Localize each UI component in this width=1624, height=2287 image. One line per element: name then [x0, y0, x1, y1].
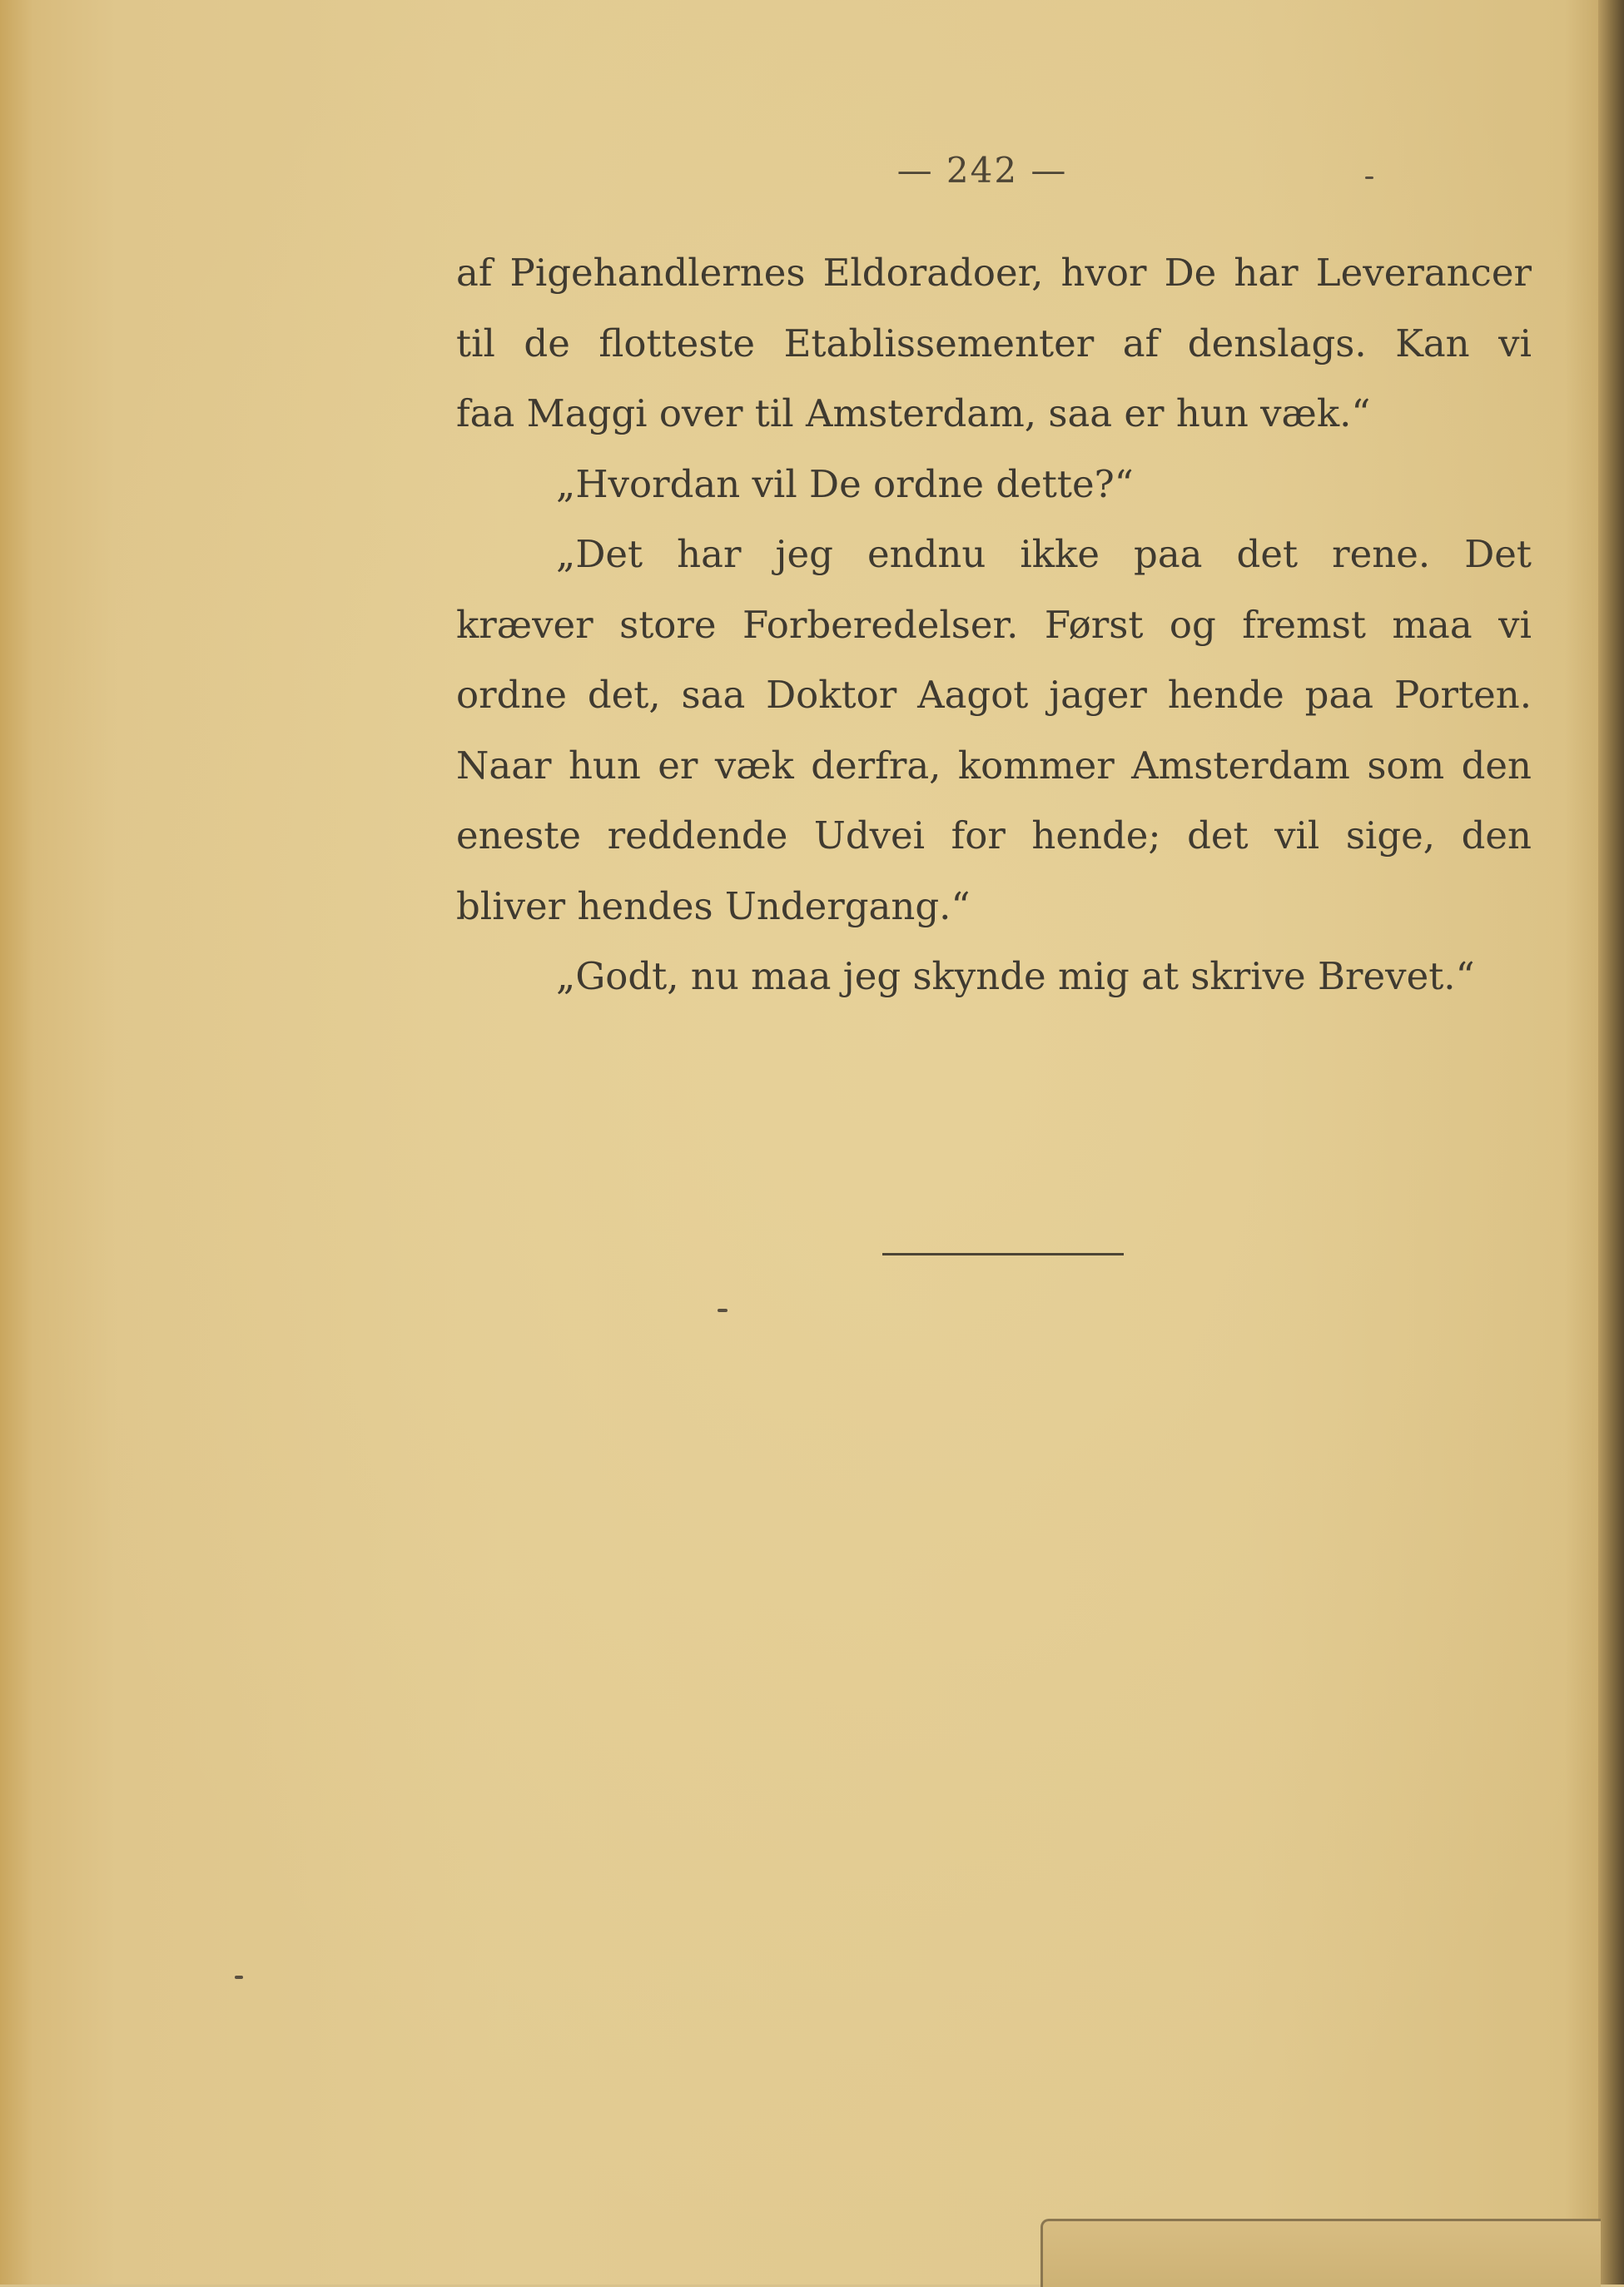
text-line: til de flotteste Etablissementer af denslags. Kan vi [456, 321, 1532, 365]
page-number: — 242 — [896, 150, 1068, 191]
text-line: bliver hendes Undergang.“ [456, 883, 971, 928]
text-line: „Det har jeg endnu ikke paa det rene. Det [556, 532, 1532, 576]
ink-speck [235, 1976, 243, 1979]
body-text [456, 238, 1532, 1012]
ink-speck [1365, 176, 1373, 179]
text-line: ordne det, saa Doktor Aagot jager hende paa Porten. [456, 673, 1532, 717]
ink-speck [718, 1309, 728, 1312]
text-line: eneste reddende Udvei for hende; det vil sige, den [456, 813, 1532, 858]
text-line: „Hvordan vil De ordne dette?“ [556, 461, 1134, 506]
text-line: Naar hun er væk derfra, kommer Amsterdam som den [456, 743, 1532, 788]
text-line: „Godt, nu maa jeg skynde mig at skrive Brevet.“ [556, 954, 1475, 998]
text-line: af Pigehandlernes Eldoradoer, hvor De har Leverancer [456, 251, 1532, 295]
text-line: kræver store Forberedelser. Først og fremst maa vi [456, 602, 1532, 647]
book-spine-shadow [1598, 0, 1624, 2285]
end-rule [882, 1253, 1124, 1255]
page-corner-tab [1040, 2219, 1601, 2287]
text-line: faa Maggi over til Amsterdam, saa er hun væk.“ [456, 391, 1371, 435]
